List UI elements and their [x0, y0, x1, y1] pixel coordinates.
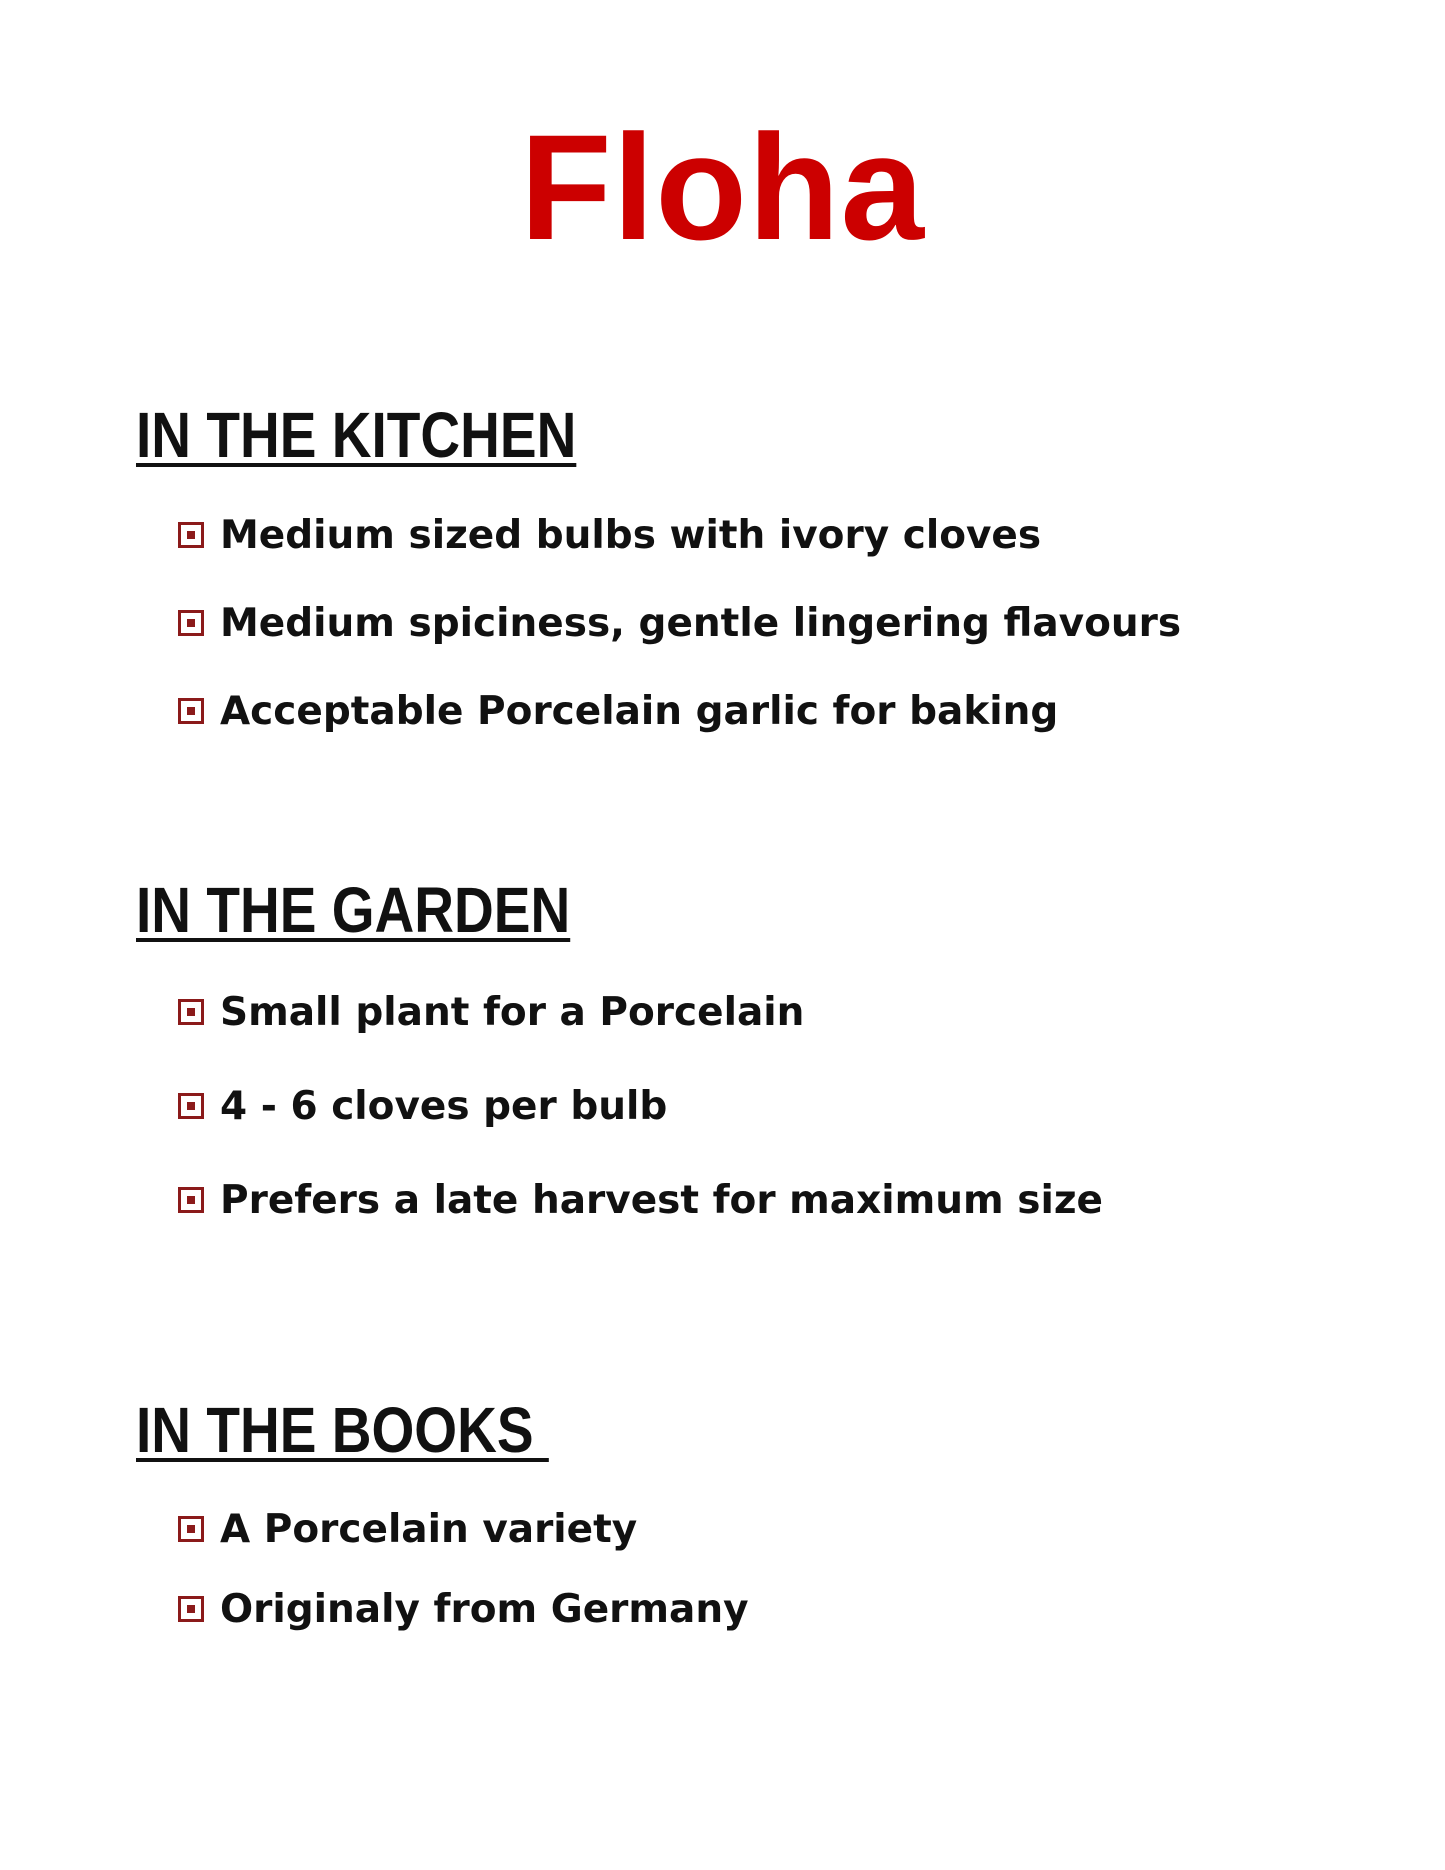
list-item: [178, 510, 1181, 560]
list-item-text: 4 - 6 cloves per bulb: [220, 1083, 668, 1129]
list-item-text: A Porcelain variety: [220, 1506, 638, 1552]
square-bullet-icon: [178, 1516, 204, 1542]
list-item-text: Originaly from Germany: [220, 1586, 749, 1632]
list-item: [178, 1081, 1103, 1131]
list-item: [178, 1175, 1103, 1225]
square-bullet-icon: [178, 1093, 204, 1119]
kitchen-list: [178, 510, 1181, 736]
square-bullet-icon: [178, 698, 204, 724]
page-title: Floha: [520, 103, 925, 271]
list-item: [178, 987, 1103, 1037]
list-item: [178, 1504, 749, 1554]
square-bullet-icon: [178, 999, 204, 1025]
section-heading-kitchen: IN THE KITCHEN: [136, 399, 577, 471]
list-item-text: Acceptable Porcelain garlic for baking: [220, 688, 1059, 734]
section-heading-books: IN THE BOOKS: [136, 1394, 549, 1466]
garden-list: [178, 987, 1103, 1225]
list-item-text: Small plant for a Porcelain: [220, 989, 805, 1035]
books-list: [178, 1504, 749, 1634]
list-item-text: Medium sized bulbs with ivory cloves: [220, 512, 1042, 558]
section-heading-garden: IN THE GARDEN: [136, 874, 571, 946]
square-bullet-icon: [178, 610, 204, 636]
square-bullet-icon: [178, 1187, 204, 1213]
list-item-text: Prefers a late harvest for maximum size: [220, 1177, 1103, 1223]
list-item: [178, 1584, 749, 1634]
list-item: [178, 598, 1181, 648]
list-item: [178, 686, 1181, 736]
list-item-text: Medium spiciness, gentle lingering flavours: [220, 600, 1182, 646]
square-bullet-icon: [178, 1596, 204, 1622]
square-bullet-icon: [178, 522, 204, 548]
